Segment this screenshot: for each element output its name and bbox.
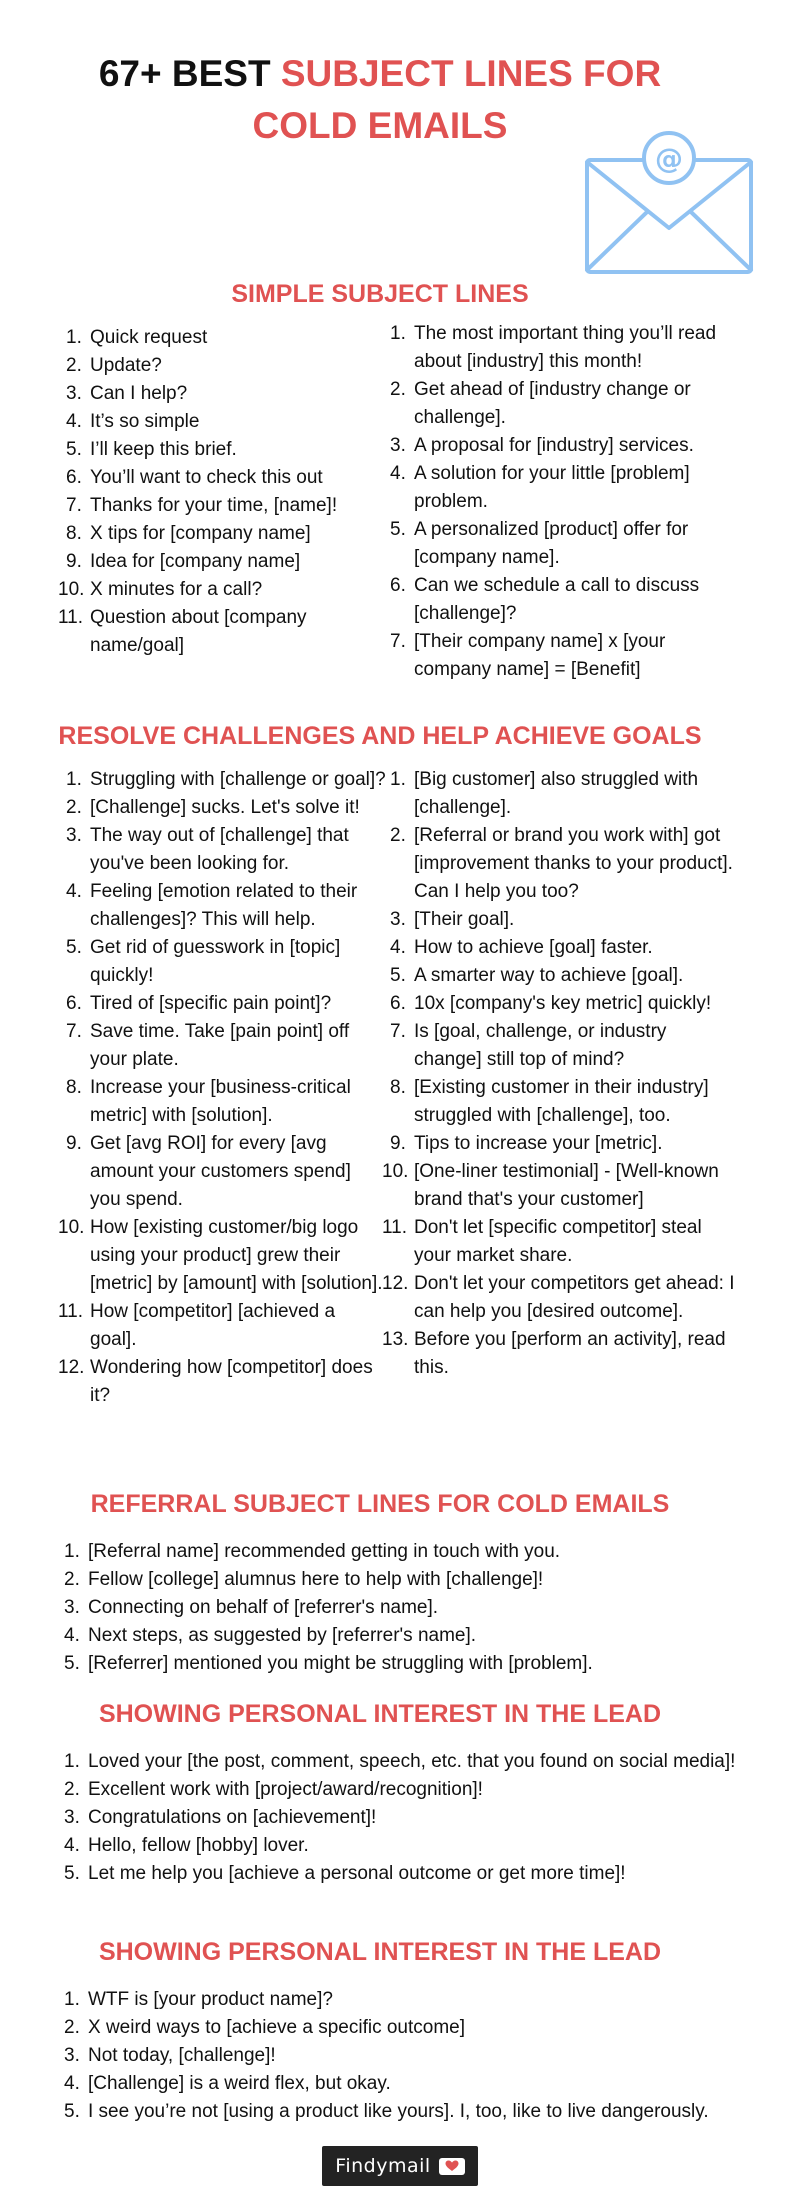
list-item <box>66 380 386 408</box>
list-item <box>58 1354 386 1410</box>
list-item <box>382 1214 735 1270</box>
list-item-number: 11. <box>382 1217 408 1238</box>
findymail-logo <box>322 2146 478 2186</box>
list-item <box>390 962 735 990</box>
list-item-text: A personalized [product] offer for [company name]. <box>414 519 689 568</box>
list-item-number: 7. <box>66 1021 82 1042</box>
list-item-number: 1. <box>390 769 406 790</box>
list-item <box>66 990 386 1018</box>
list-item-number: 6. <box>66 467 82 488</box>
list-item <box>64 2070 754 2098</box>
simple-left-list <box>58 324 386 660</box>
list-item-number: 5. <box>390 965 406 986</box>
list-item-text: Quick request <box>90 327 208 348</box>
list-item-number: 7. <box>390 631 406 652</box>
title-red-part-2: COLD EMAILS <box>252 105 508 146</box>
list-item <box>64 1832 754 1860</box>
list-item-number: 6. <box>66 993 82 1014</box>
list-item-number: 5. <box>64 1863 80 1884</box>
list-item-text: Get ahead of [industry change or challenge]. <box>414 379 691 428</box>
list-item-text: Before you [perform an activity], read this. <box>414 1329 726 1378</box>
list-item-number: 12. <box>58 1357 85 1378</box>
brand-name: Findymail <box>335 2155 431 2177</box>
list-item <box>64 1594 754 1622</box>
list-item-text: Loved your [the post, comment, speech, etc. that you found on social media]! <box>88 1751 736 1772</box>
list-item-text: [Big customer] also struggled with [challenge]. <box>414 769 699 818</box>
list-item <box>66 464 386 492</box>
list-item <box>58 1298 386 1354</box>
list-item-number: 9. <box>390 1133 406 1154</box>
list-item-text: [Their goal]. <box>414 909 515 930</box>
list-item-number: 5. <box>66 439 82 460</box>
list-item-number: 2. <box>64 1569 80 1590</box>
list-item-number: 7. <box>390 1021 406 1042</box>
list-item <box>64 1748 754 1776</box>
list-item <box>390 320 735 376</box>
list-item-text: Connecting on behalf of [referrer's name]. <box>88 1597 439 1618</box>
list-item-number: 3. <box>64 1597 80 1618</box>
list-item-text: The most important thing you’ll read about [industry] this month! <box>414 323 717 372</box>
list-item-number: 5. <box>64 2101 80 2122</box>
list-item-text: The way out of [challenge] that you've been looking for. <box>90 825 349 874</box>
list-item <box>390 628 735 684</box>
list-item-text: [One-liner testimonial] - [Well-known brand that's your customer] <box>414 1161 719 1210</box>
section-heading-resolve: RESOLVE CHALLENGES AND HELP ACHIEVE GOALS <box>58 722 702 750</box>
list-item-number: 2. <box>64 2017 80 2038</box>
list-item <box>66 794 386 822</box>
simple-right-list <box>390 320 735 684</box>
list-item-text: Don't let your competitors get ahead: I can help you [desired outcome]. <box>414 1273 735 1322</box>
list-item <box>66 934 386 990</box>
list-item <box>390 516 735 572</box>
list-item-text: A smarter way to achieve [goal]. <box>414 965 684 986</box>
list-item <box>64 1538 754 1566</box>
list-item <box>66 324 386 352</box>
section-heading-personal-interest-2: SHOWING PERSONAL INTEREST IN THE LEAD <box>98 1938 662 1966</box>
list-item-number: 2. <box>390 379 406 400</box>
list-item <box>58 604 386 660</box>
title-red-part-1: SUBJECT LINES FOR <box>280 53 662 94</box>
list-item <box>64 2014 754 2042</box>
list-item <box>66 520 386 548</box>
list-item-text: Wondering how [competitor] does it? <box>90 1357 373 1406</box>
list-item <box>64 1804 754 1832</box>
list-item <box>390 822 735 906</box>
list-item <box>66 822 386 878</box>
list-item-text: I see you’re not [using a product like yours]. I, too, like to live dangerously. <box>88 2101 709 2122</box>
list-item-number: 4. <box>390 937 406 958</box>
list-item-text: X minutes for a call? <box>90 579 263 600</box>
list-item <box>66 436 386 464</box>
list-item-number: 3. <box>66 825 82 846</box>
list-item-text: Next steps, as suggested by [referrer's name]. <box>88 1625 477 1646</box>
list-item <box>390 1130 735 1158</box>
list-item <box>390 906 735 934</box>
list-item-number: 4. <box>66 411 82 432</box>
list-item-number: 1. <box>66 327 82 348</box>
list-item-number: 9. <box>66 1133 82 1154</box>
list-item-text: [Referral name] recommended getting in touch with you. <box>88 1541 561 1562</box>
list-item-number: 5. <box>66 937 82 958</box>
list-item <box>58 576 386 604</box>
list-item <box>66 878 386 934</box>
list-item <box>66 352 386 380</box>
list-item-text: Congratulations on [achievement]! <box>88 1807 377 1828</box>
list-item-number: 2. <box>390 825 406 846</box>
list-item-number: 2. <box>64 1779 80 1800</box>
list-item-text: Excellent work with [project/award/recognition]! <box>88 1779 483 1800</box>
list-item-number: 4. <box>64 2073 80 2094</box>
list-item-text: Can we schedule a call to discuss [challenge]? <box>414 575 700 624</box>
list-item-text: Get [avg ROI] for every [avg amount your customers spend] you spend. <box>90 1133 351 1210</box>
resolve-left-list <box>58 766 386 1410</box>
list-item <box>390 432 735 460</box>
list-item-text: [Their company name] x [your company name] = [Benefit] <box>414 631 666 680</box>
list-item-text: Don't let [specific competitor] steal your market share. <box>414 1217 702 1266</box>
list-item-number: 3. <box>390 909 406 930</box>
list-item <box>66 1130 386 1214</box>
title-black-part: 67+ BEST <box>98 53 281 94</box>
list-item <box>390 1074 735 1130</box>
list-item-number: 8. <box>66 523 82 544</box>
list-item-text: [Challenge] sucks. Let's solve it! <box>90 797 360 818</box>
list-item-text: Tired of [specific pain point]? <box>90 993 332 1014</box>
list-item-text: A proposal for [industry] services. <box>414 435 694 456</box>
list-item-number: 1. <box>390 323 406 344</box>
list-item-text: WTF is [your product name]? <box>88 1989 333 2010</box>
list-item-number: 6. <box>390 993 406 1014</box>
list-item <box>64 2042 754 2070</box>
list-item <box>382 1270 735 1326</box>
list-item-text: Increase your [business-critical metric] with [solution]. <box>90 1077 351 1126</box>
list-item-text: It’s so simple <box>90 411 200 432</box>
list-item-text: How to achieve [goal] faster. <box>414 937 653 958</box>
list-item-text: Let me help you [achieve a personal outcome or get more time]! <box>88 1863 626 1884</box>
list-item-number: 9. <box>66 551 82 572</box>
list-item <box>64 1860 754 1888</box>
list-item-text: X weird ways to [achieve a specific outcome] <box>88 2017 466 2038</box>
list-item-number: 11. <box>58 607 84 628</box>
list-item <box>390 934 735 962</box>
list-item <box>64 1566 754 1594</box>
list-item <box>66 408 386 436</box>
list-item-number: 4. <box>390 463 406 484</box>
personal-interest-list <box>64 1748 754 1888</box>
list-item-number: 5. <box>390 519 406 540</box>
list-item-number: 3. <box>66 383 82 404</box>
svg-text:@: @ <box>655 142 683 175</box>
list-item-text: Fellow [college] alumnus here to help with [challenge]! <box>88 1569 544 1590</box>
list-item-text: Save time. Take [pain point] off your plate. <box>90 1021 350 1070</box>
list-item <box>64 1650 754 1678</box>
list-item-number: 1. <box>64 1541 80 1562</box>
list-item-number: 8. <box>66 1077 82 1098</box>
list-item-number: 3. <box>64 1807 80 1828</box>
list-item-text: Struggling with [challenge or goal]? <box>90 769 386 790</box>
list-item <box>66 1074 386 1130</box>
list-item <box>66 492 386 520</box>
list-item-number: 5. <box>64 1653 80 1674</box>
email-envelope-icon <box>585 130 755 280</box>
personal-interest-list-2 <box>64 1986 754 2126</box>
list-item-text: X tips for [company name] <box>90 523 311 544</box>
list-item-text: Update? <box>90 355 162 376</box>
list-item-text: Can I help? <box>90 383 188 404</box>
list-item <box>64 1622 754 1650</box>
section-heading-personal-interest: SHOWING PERSONAL INTEREST IN THE LEAD <box>98 1700 662 1728</box>
list-item-number: 2. <box>66 797 82 818</box>
list-item-text: A solution for your little [problem] problem. <box>414 463 690 512</box>
list-item-text: Idea for [company name] <box>90 551 301 572</box>
list-item-number: 1. <box>64 1989 80 2010</box>
list-item-number: 8. <box>390 1077 406 1098</box>
list-item <box>66 1018 386 1074</box>
list-item-text: Not today, [challenge]! <box>88 2045 276 2066</box>
list-item-number: 4. <box>64 1625 80 1646</box>
list-item <box>390 572 735 628</box>
list-item-number: 13. <box>382 1329 409 1350</box>
list-item-number: 3. <box>390 435 406 456</box>
list-item-number: 7. <box>66 495 82 516</box>
referral-list <box>64 1538 754 1678</box>
list-item-text: How [existing customer/big logo using your product] grew their [metric] by [amount] with [solution]. <box>90 1217 383 1294</box>
list-item <box>66 766 386 794</box>
section-heading-referral: REFERRAL SUBJECT LINES FOR COLD EMAILS <box>90 1490 670 1518</box>
list-item-number: 1. <box>66 769 82 790</box>
list-item-text: Is [goal, challenge, or industry change] still top of mind? <box>414 1021 667 1070</box>
list-item-text: Hello, fellow [hobby] lover. <box>88 1835 309 1856</box>
list-item-number: 4. <box>66 881 82 902</box>
list-item <box>66 548 386 576</box>
list-item <box>390 376 735 432</box>
list-item <box>64 2098 754 2126</box>
list-item <box>64 1776 754 1804</box>
list-item-text: Question about [company name/goal] <box>90 607 307 656</box>
list-item-number: 2. <box>66 355 82 376</box>
list-item <box>64 1986 754 2014</box>
list-item-number: 10. <box>58 1217 85 1238</box>
list-item <box>390 1018 735 1074</box>
list-item-text: Feeling [emotion related to their challenges]? This will help. <box>90 881 358 930</box>
list-item <box>58 1214 386 1298</box>
resolve-right-list <box>382 766 735 1382</box>
list-item <box>382 1158 735 1214</box>
list-item-number: 6. <box>390 575 406 596</box>
list-item-number: 10. <box>382 1161 409 1182</box>
list-item-text: [Existing customer in their industry] struggled with [challenge], too. <box>414 1077 709 1126</box>
list-item <box>390 766 735 822</box>
list-item-text: Get rid of guesswork in [topic] quickly! <box>90 937 341 986</box>
list-item-number: 1. <box>64 1751 80 1772</box>
list-item-number: 12. <box>382 1273 409 1294</box>
list-item-number: 11. <box>58 1301 84 1322</box>
list-item-text: [Referrer] mentioned you might be struggling with [problem]. <box>88 1653 593 1674</box>
list-item-number: 3. <box>64 2045 80 2066</box>
list-item-text: [Referral or brand you work with] got [improvement thanks to your product]. Can I help you too? <box>414 825 733 902</box>
list-item-text: How [competitor] [achieved a goal]. <box>90 1301 336 1350</box>
list-item <box>382 1326 735 1382</box>
list-item-text: I’ll keep this brief. <box>90 439 237 460</box>
list-item-text: Thanks for your time, [name]! <box>90 495 338 516</box>
list-item-text: You’ll want to check this out <box>90 467 323 488</box>
heart-icon <box>439 2158 465 2175</box>
list-item-number: 10. <box>58 579 85 600</box>
list-item-text: Tips to increase your [metric]. <box>414 1133 663 1154</box>
list-item-text: 10x [company's key metric] quickly! <box>414 993 712 1014</box>
list-item <box>390 460 735 516</box>
list-item-number: 4. <box>64 1835 80 1856</box>
list-item-text: [Challenge] is a weird flex, but okay. <box>88 2073 391 2094</box>
list-item <box>390 990 735 1018</box>
section-heading-simple: SIMPLE SUBJECT LINES <box>231 280 529 308</box>
